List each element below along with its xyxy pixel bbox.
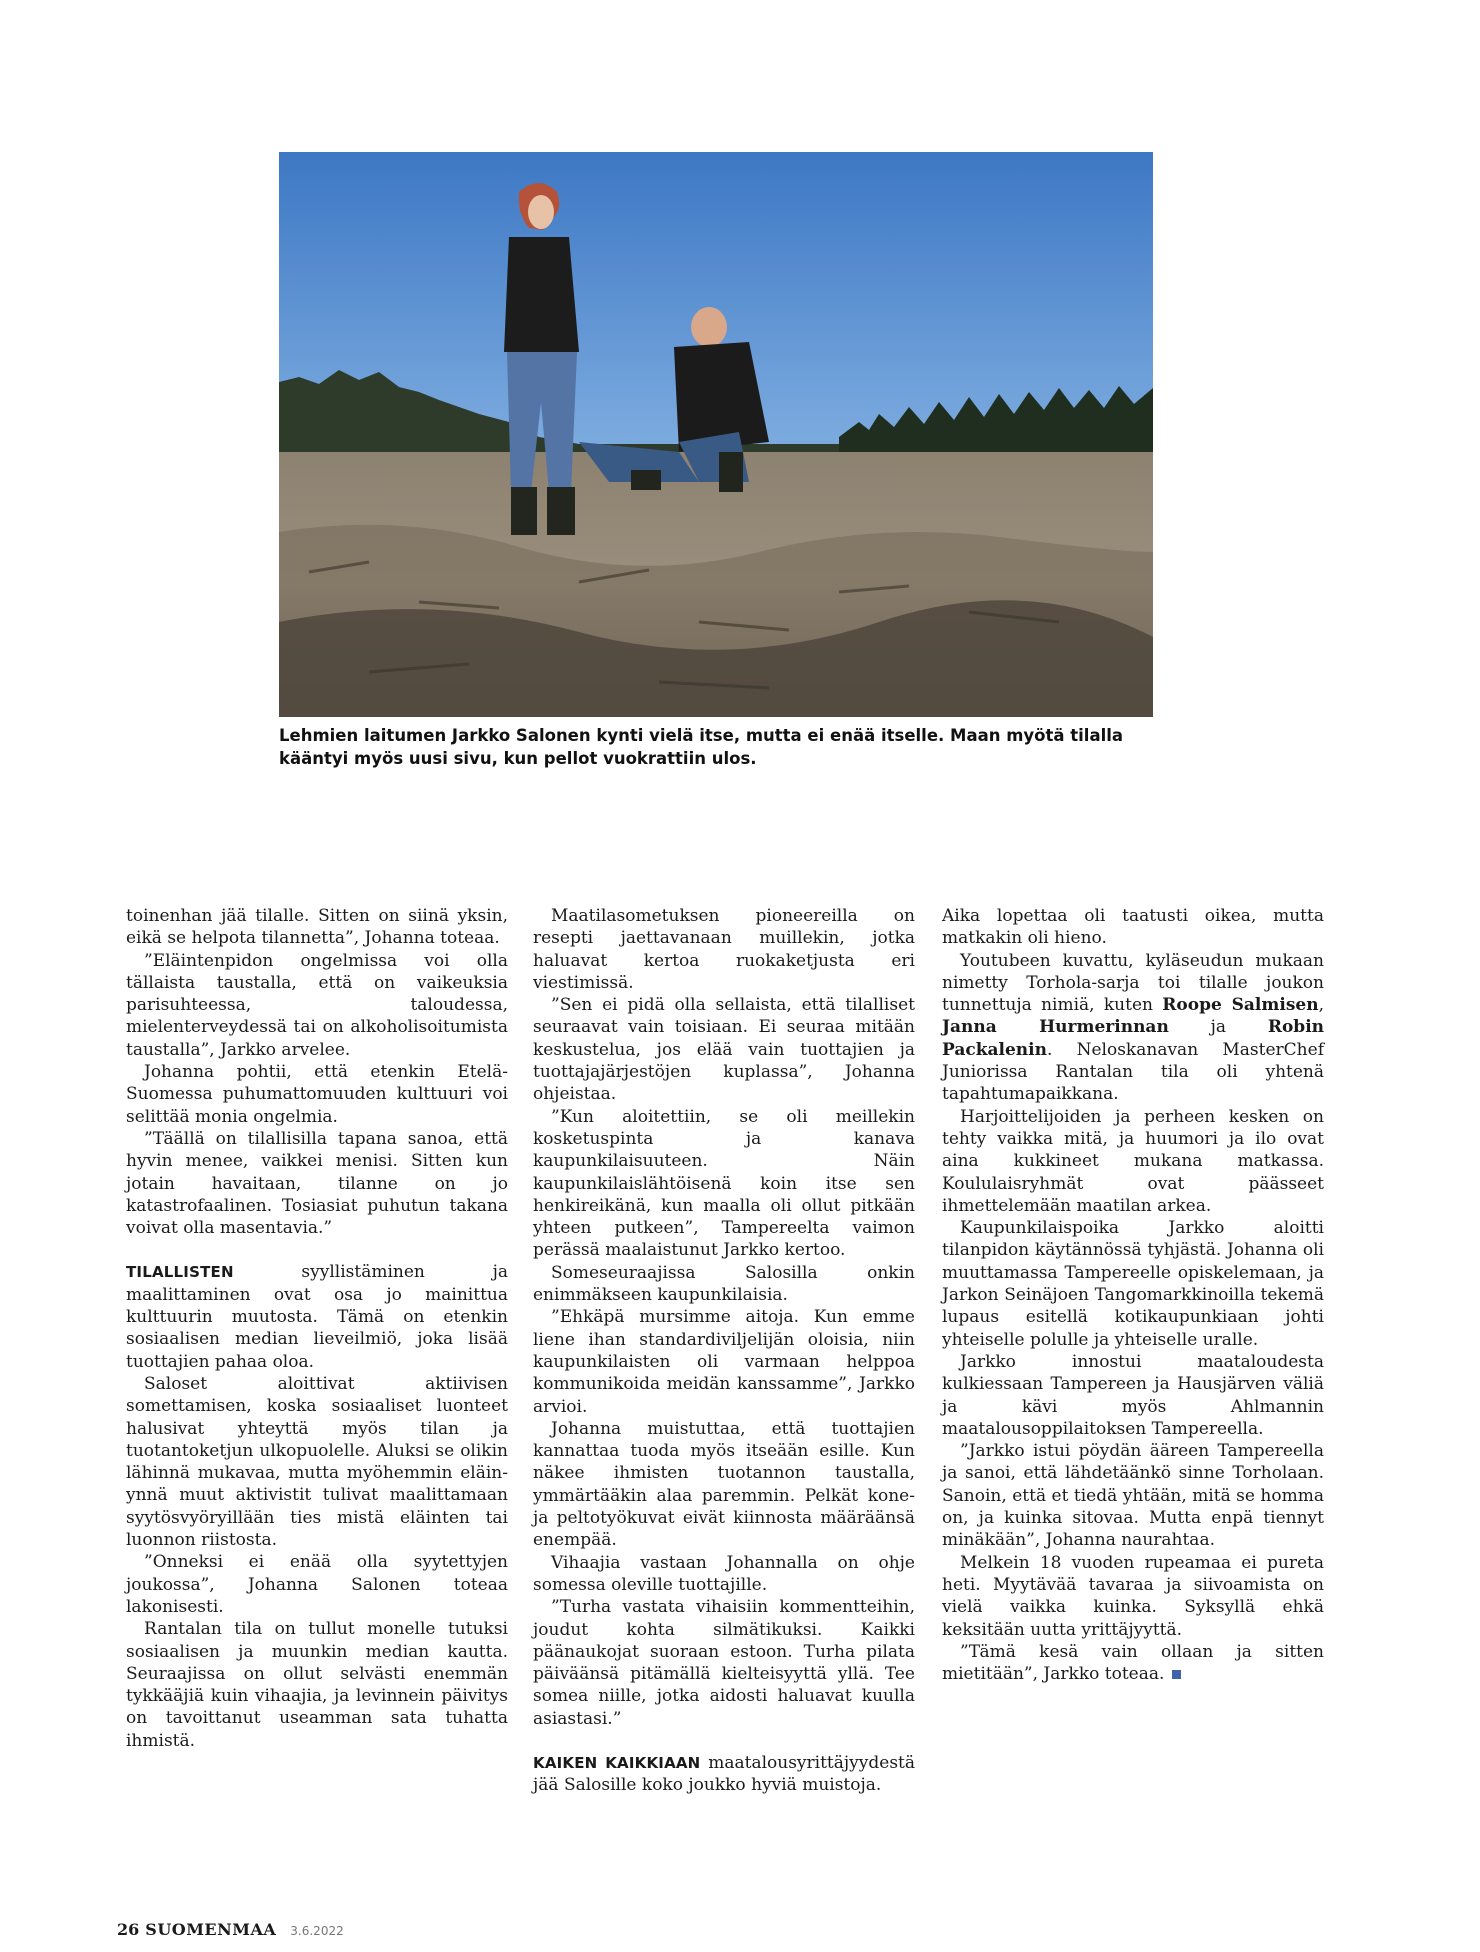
person-name: Robin Packalenin <box>942 1017 1325 1060</box>
paragraph: Vihaajia vastaan Johannalla on ohje somessa oleville tuottajille. <box>533 1552 915 1595</box>
paragraph: Harjoittelijoiden ja perheen kesken on tehty vaikka mitä, ja huumori ja ilo ovat aina kukkineet mukana matkassa. Koululaisryhmät ovat päässeet ihmettelemään maatilan arkea. <box>942 1106 1324 1216</box>
paragraph <box>942 950 1324 1106</box>
paragraph: ”Turha vastata vihaisiin kommentteihin, joudut kohta silmätikuksi. Kaikki päänaukojat suoraan estoon. Turha pilata päiväänsä pitämällä kielteisyyttä yllä. Tee somea niille, jotka aidosti haluavat kuulla asiastasi.” <box>533 1597 915 1729</box>
paragraph-text: maatalousyrittäjyydestä jää Salosille koko joukko hyviä muistoja. <box>533 1752 916 1796</box>
person-name: Janna Hurmerinnan <box>942 1017 1169 1038</box>
paragraph: ”Ehkäpä mursimme aitoja. Kun emme liene ihan standardiviljelijän oloisia, niin kaupunkilaisten oli varmaan helppoa kommunikoida meidän kanssamme”, Jarkko arvioi. <box>533 1307 915 1417</box>
paragraph: Melkein 18 vuoden rupeamaa ei pureta heti. Myytävää tavaraa ja siivoamista on vielä vaikka kuinka. Syksyllä ehkä keksitään uutta yrittäjyyttä. <box>942 1552 1324 1640</box>
page-number: 26 <box>117 1920 140 1939</box>
section-paragraph <box>126 1261 508 1372</box>
issue-date: 3.6.2022 <box>290 1924 344 1938</box>
paragraph <box>942 1641 1324 1686</box>
paragraph-text: Youtubeen kuvattu, kyläseudun mukaan nimetty Torhola-sarja toi tilalle joukon tunnettuja nimiä, kuten <box>942 950 1324 1016</box>
paragraph: ”Jarkko istui pöydän ääreen Tampereella ja sanoi, että lähdetäänkö sinne Torholaan. Sanoin, että et tiedä yhtään, mitä se homma on, ja kuinka sitovaa. Mutta enpä tiennyt minäkään”, Johanna naurahtaa. <box>942 1441 1324 1551</box>
field-photo <box>279 152 1153 717</box>
paragraph: Saloset aloittivat aktiivisen somettamisen, koska sosiaaliset luonteet halusivat yhteyttä myös tilan ja tuotantoketjun ulkopuolelle. Aluksi se olikin lähinnä mukavaa, mutta myöhemmin eläin- ynnä muut aktivistit tulivat maalittamaan syytösvyöryillään ties mistä eläinten tai luonnon riistosta. <box>126 1373 508 1551</box>
section-paragraph <box>533 1752 915 1797</box>
paragraph-text: ”Tämä kesä vain ollaan ja sitten mietitään”, Jarkko toteaa. <box>942 1641 1324 1685</box>
article-column-1 <box>126 905 508 1752</box>
paragraph: Someseuraajissa Salosilla onkin enimmäkseen kaupunkilaisia. <box>533 1262 915 1306</box>
paragraph: Jarkko innostui maataloudesta kulkiessaan Tampereen ja Hausjärven väliä ja kävi myös Ahlmannin maatalousoppilaitoksen Tampereella. <box>942 1351 1324 1439</box>
section-lead: KAIKEN KAIKKIAAN <box>533 1753 701 1772</box>
paragraph: Johanna pohtii, että etenkin Etelä-Suomessa puhumattomuuden kulttuuri voi selittää monia ongelmia. <box>126 1062 508 1127</box>
field-photo-illustration <box>279 152 1153 717</box>
paragraph: Maatilasometuksen pioneereilla on resepti jaettavanaan muillekin, jotka haluavat kertoa ruokaketjusta eri viestimissä. <box>533 906 915 993</box>
magazine-name: SUOMENMAA <box>145 1920 277 1939</box>
paragraph: Aika lopettaa oli taatusti oikea, mutta matkakin oli hieno. <box>942 906 1324 949</box>
paragraph: Kaupunkilaispoika Jarkko aloitti tilanpidon käytännössä tyhjästä. Johanna oli muuttamassa Tampereelle opiskelemaan, ja Jarkon Seinäjoen Tangomarkkinoilla tekemä lupaus esitellä kotikaupunkiaan johti yhteiselle polulle ja yhteiselle uralle. <box>942 1218 1324 1350</box>
paragraph: ”Täällä on tilallisilla tapana sanoa, että hyvin menee, vaikkei menisi. Sitten kun jotain havaitaan, tilanne on jo katastrofaalinen. Tosiasiat puhutun takana voivat olla masentavia.” <box>126 1128 508 1239</box>
paragraph: ”Sen ei pidä olla sellaista, että tilalliset seuraavat vain toisiaan. Ei seuraa mitään keskustelua, jos elää vain tuottajien ja tuottajajärjestöjen kuplassa”, Johanna ohjeistaa. <box>533 995 915 1105</box>
page-footer <box>117 1920 344 1939</box>
person-name: Roope Salmisen <box>1162 995 1319 1016</box>
paragraph: toinenhan jää tilalle. Sitten on siinä yksin, eikä se helpota tilannetta”, Johanna toteaa. <box>126 906 508 949</box>
paragraph-text: , <box>1318 995 1324 1016</box>
section-lead: TILALLISTEN <box>126 1263 234 1282</box>
paragraph-text: syyllistäminen ja maalittaminen ovat osa jo mainittua kulttuurin muutosta. Tämä on etenkin sosiaalisen median lieveilmiö, joka lisää tuottajien pahaa oloa. <box>126 1262 508 1372</box>
paragraph-text: . Neloskanavan MasterChef Juniorissa Rantalan tila oli yhtenä tapahtumapaikkana. <box>942 1039 1324 1105</box>
paragraph-text: ja <box>1168 1017 1268 1038</box>
end-of-article-icon <box>1172 1670 1181 1679</box>
photo-caption: Lehmien laitumen Jarkko Salonen kynti vielä itse, mutta ei enää itselle. Maan myötä tilalla kääntyi myös uusi sivu, kun pellot vuokrattiin ulos. <box>279 726 1124 768</box>
paragraph: Johanna muistuttaa, että tuottajien kannattaa tuoda myös itseään esille. Kun näkee ihmisten tuotannon taustalla, ymmärtääkin alaa paremmin. Pelkät kone- ja peltotyökuvat eivät kiinnosta määräänsä enempää. <box>533 1418 915 1551</box>
paragraph: Rantalan tila on tullut monelle tutuksi sosiaalisen ja muunkin median kautta. Seuraajissa on ollut selvästi enemmän tykkääjiä kuin vihaajia, ja levinnein päivitys on tavoittanut useamman sata tuhatta ihmistä. <box>126 1619 508 1751</box>
paragraph: ”Kun aloitettiin, se oli meillekin kosketuspinta ja kanava kaupunkilaisuuteen. Näin kaupunkilaislähtöisenä koin itse sen henkireikänä, kun maalla oli ollut pitkään yhteen putkeen”, Tampereelta vaimon perässä maalaistunut Jarkko kertoo. <box>533 1106 915 1261</box>
article-column-2 <box>533 905 915 1797</box>
paragraph: ”Onneksi ei enää olla syytettyjen joukossa”, Johanna Salonen toteaa lakonisesti. <box>126 1552 508 1617</box>
article-column-3 <box>942 905 1324 1685</box>
paragraph: ”Eläintenpidon ongelmissa voi olla tällaista taustalla, että on vaikeuksia parisuhteessa, taloudessa, mielenterveydessä tai on alkoholisoitumista taustalla”, Jarkko arvelee. <box>126 950 508 1060</box>
